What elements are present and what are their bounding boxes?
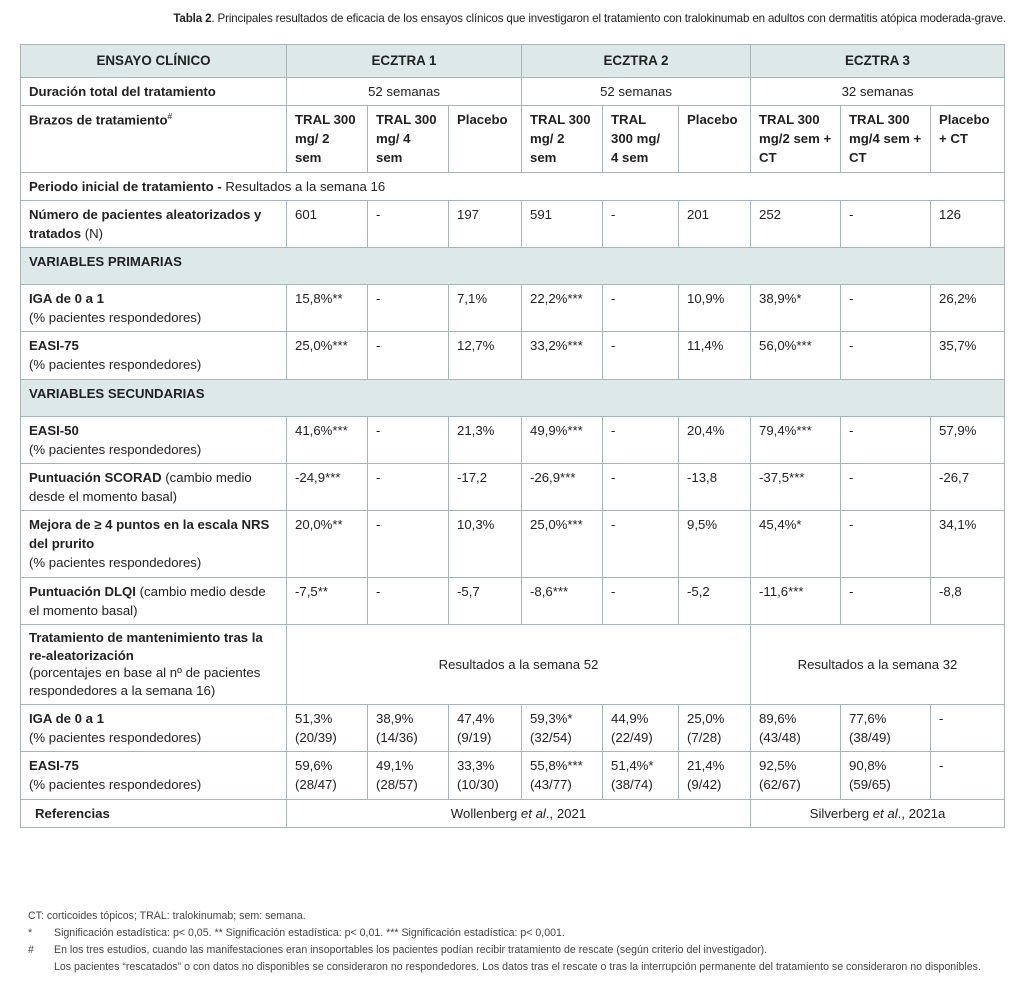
value-cell: 35,7% xyxy=(931,332,1005,379)
value-cell: 25,0% (7/28) xyxy=(679,705,751,752)
reference-silverberg: Silverberg et al., 2021a xyxy=(751,799,1005,827)
value-cell: 45,4%* xyxy=(751,511,841,577)
value-cell: 591 xyxy=(522,200,603,247)
value-cell: 25,0%*** xyxy=(287,332,368,379)
value-cell: 92,5% (62/67) xyxy=(751,752,841,799)
header-ecztra-1: ECZTRA 1 xyxy=(287,45,522,78)
maintenance-week52: Resultados a la semana 52 xyxy=(287,624,751,704)
arm-cell: TRAL 300 mg/2 sem + CT xyxy=(751,106,841,172)
arm-cell: TRAL 300 mg/ 4 sem xyxy=(368,106,449,172)
value-cell: 10,3% xyxy=(449,511,522,577)
value-cell: - xyxy=(841,511,931,577)
value-cell: 59,6% (28/47) xyxy=(287,752,368,799)
value-cell: -24,9*** xyxy=(287,463,368,510)
reference-wollenberg: Wollenberg et al., 2021 xyxy=(287,799,751,827)
value-cell: 38,9% (14/36) xyxy=(368,705,449,752)
row-label: EASI-75 (% pacientes respondedores) xyxy=(21,752,287,799)
primary-section-row xyxy=(21,247,1005,284)
value-cell: 34,1% xyxy=(931,511,1005,577)
value-cell: - xyxy=(603,511,679,577)
footnote-rescue: # En los tres estudios, cuando las manifestaciones eran insoportables los pacientes podían recibir tratamiento de rescate (según criterio del investigador). xyxy=(28,944,768,957)
arm-cell: Placebo + CT xyxy=(931,106,1005,172)
value-cell: -8,6*** xyxy=(522,577,603,624)
arm-cell: TRAL 300 mg/ 2 sem xyxy=(287,106,368,172)
value-cell: 21,4% (9/42) xyxy=(679,752,751,799)
value-cell: - xyxy=(841,577,931,624)
footnote-abbreviations: CT: corticoides tópicos; TRAL: tralokinumab; sem: semana. xyxy=(28,910,306,922)
value-cell: 7,1% xyxy=(449,284,522,331)
value-cell: 20,4% xyxy=(679,416,751,463)
value-cell: 126 xyxy=(931,200,1005,247)
references-label: Referencias xyxy=(21,799,287,827)
row-label: EASI-50 (% pacientes respondedores) xyxy=(21,416,287,463)
secondary-row-dlqi xyxy=(21,577,1005,624)
value-cell: 21,3% xyxy=(449,416,522,463)
value-cell: 47,4% (9/19) xyxy=(449,705,522,752)
value-cell: - xyxy=(603,200,679,247)
secondary-row-easi50 xyxy=(21,416,1005,463)
hash-mark: # xyxy=(167,111,173,122)
value-cell: 55,8%*** (43/77) xyxy=(522,752,603,799)
maintenance-week32: Resultados a la semana 32 xyxy=(751,624,1005,704)
arm-cell: TRAL 300 mg/ 2 sem xyxy=(522,106,603,172)
table-caption xyxy=(20,12,1006,26)
value-cell: - xyxy=(841,200,931,247)
value-cell: - xyxy=(603,577,679,624)
value-cell: 20,0%** xyxy=(287,511,368,577)
row-label: Puntuación DLQI (cambio medio desde el momento basal) xyxy=(21,577,287,624)
value-cell: 49,9%*** xyxy=(522,416,603,463)
value-cell: 51,4%* (38/74) xyxy=(603,752,679,799)
value-cell: -13,8 xyxy=(679,463,751,510)
arms-row xyxy=(21,106,1005,172)
duration-ecztra-1: 52 semanas xyxy=(287,78,522,106)
value-cell: 51,3% (20/39) xyxy=(287,705,368,752)
value-cell: - xyxy=(931,705,1005,752)
secondary-section-row xyxy=(21,379,1005,416)
header-ecztra-2: ECZTRA 2 xyxy=(522,45,751,78)
efficacy-table xyxy=(20,44,1005,828)
value-cell: 15,8%** xyxy=(287,284,368,331)
value-cell: -26,9*** xyxy=(522,463,603,510)
initial-period-row xyxy=(21,172,1005,200)
value-cell: -26,7 xyxy=(931,463,1005,510)
row-label: Brazos de tratamiento# xyxy=(21,106,287,172)
row-label: Puntuación SCORAD (cambio medio desde el momento basal) xyxy=(21,463,287,510)
value-cell: - xyxy=(368,332,449,379)
value-cell: 10,9% xyxy=(679,284,751,331)
row-label: IGA de 0 a 1 (% pacientes respondedores) xyxy=(21,705,287,752)
value-cell: 12,7% xyxy=(449,332,522,379)
value-cell: 601 xyxy=(287,200,368,247)
value-cell: - xyxy=(603,416,679,463)
row-label: EASI-75 (% pacientes respondedores) xyxy=(21,332,287,379)
value-cell: 25,0%*** xyxy=(522,511,603,577)
caption-text: . Principales resultados de eficacia de los ensayos clínicos que investigaron el tratamiento con tralokinumab en adultos con dermatitis atópica moderada-grave. xyxy=(211,12,1006,25)
maintenance-row xyxy=(21,624,1005,704)
arm-cell: TRAL 300 mg/ 4 sem xyxy=(603,106,679,172)
value-cell: -37,5*** xyxy=(751,463,841,510)
value-cell: - xyxy=(603,332,679,379)
secondary-row-scorad xyxy=(21,463,1005,510)
value-cell: 38,9%* xyxy=(751,284,841,331)
row-label: Mejora de ≥ 4 puntos en la escala NRS del prurito (% pacientes respondedores) xyxy=(21,511,287,577)
value-cell: 79,4%*** xyxy=(751,416,841,463)
row-label: IGA de 0 a 1 (% pacientes respondedores) xyxy=(21,284,287,331)
duration-ecztra-2: 52 semanas xyxy=(522,78,751,106)
maintenance-row-easi75 xyxy=(21,752,1005,799)
primary-row-iga xyxy=(21,284,1005,331)
value-cell: -11,6*** xyxy=(751,577,841,624)
arm-cell: Placebo xyxy=(679,106,751,172)
value-cell: - xyxy=(931,752,1005,799)
value-cell: 57,9% xyxy=(931,416,1005,463)
value-cell: - xyxy=(603,463,679,510)
value-cell: 49,1% (28/57) xyxy=(368,752,449,799)
value-cell: 77,6% (38/49) xyxy=(841,705,931,752)
header-row xyxy=(21,45,1005,78)
value-cell: -17,2 xyxy=(449,463,522,510)
value-cell: 22,2%*** xyxy=(522,284,603,331)
value-cell: 26,2% xyxy=(931,284,1005,331)
value-cell: 41,6%*** xyxy=(287,416,368,463)
header-ecztra-3: ECZTRA 3 xyxy=(751,45,1005,78)
value-cell: - xyxy=(841,332,931,379)
arm-cell: Placebo xyxy=(449,106,522,172)
value-cell: - xyxy=(368,511,449,577)
value-cell: -7,5** xyxy=(287,577,368,624)
duration-ecztra-3: 32 semanas xyxy=(751,78,1005,106)
value-cell: 197 xyxy=(449,200,522,247)
value-cell: -5,7 xyxy=(449,577,522,624)
value-cell: - xyxy=(603,284,679,331)
header-trial-label: ENSAYO CLÍNICO xyxy=(21,45,287,78)
value-cell: - xyxy=(368,463,449,510)
row-label: Tratamiento de mantenimiento tras la re-aleatorización (porcentajes en base al nº de pacientes respondedores a la semana 16) xyxy=(21,624,287,704)
caption-label: Tabla 2 xyxy=(173,12,212,25)
value-cell: -8,8 xyxy=(931,577,1005,624)
value-cell: 59,3%* (32/54) xyxy=(522,705,603,752)
section-title-primary: VARIABLES PRIMARIAS xyxy=(21,247,1005,284)
value-cell: 90,8% (59/65) xyxy=(841,752,931,799)
footnote-rescued-patients: Los pacientes “rescatados” o con datos no disponibles se consideraron no respondedores. Los datos tras el rescate o tras la interrupción permanente del tratamiento se consideraron no disponibles. xyxy=(54,961,981,974)
footnote-significance: * Significación estadística: p< 0,05. ** Significación estadística: p< 0,01. *** Significación estadística: p< 0,001. xyxy=(28,927,565,940)
section-title-secondary: VARIABLES SECUNDARIAS xyxy=(21,379,1005,416)
table-footnotes xyxy=(28,908,1002,977)
row-label: Duración total del tratamiento xyxy=(21,78,287,106)
references-row xyxy=(21,799,1005,827)
duration-row xyxy=(21,78,1005,106)
initial-period-label: Periodo inicial de tratamiento - Resultados a la semana 16 xyxy=(21,172,1005,200)
value-cell: - xyxy=(368,284,449,331)
value-cell: 252 xyxy=(751,200,841,247)
value-cell: - xyxy=(368,200,449,247)
value-cell: 56,0%*** xyxy=(751,332,841,379)
value-cell: 44,9% (22/49) xyxy=(603,705,679,752)
value-cell: 201 xyxy=(679,200,751,247)
value-cell: -5,2 xyxy=(679,577,751,624)
row-label: Número de pacientes aleatorizados y tratados (N) xyxy=(21,200,287,247)
value-cell: - xyxy=(841,284,931,331)
value-cell: - xyxy=(368,577,449,624)
patients-row xyxy=(21,200,1005,247)
value-cell: 33,2%*** xyxy=(522,332,603,379)
value-cell: 9,5% xyxy=(679,511,751,577)
value-cell: - xyxy=(841,463,931,510)
maintenance-row-iga xyxy=(21,705,1005,752)
value-cell: 33,3% (10/30) xyxy=(449,752,522,799)
value-cell: - xyxy=(841,416,931,463)
arm-cell: TRAL 300 mg/4 sem + CT xyxy=(841,106,931,172)
value-cell: - xyxy=(368,416,449,463)
primary-row-easi75 xyxy=(21,332,1005,379)
value-cell: 89,6% (43/48) xyxy=(751,705,841,752)
secondary-row-nrs xyxy=(21,511,1005,577)
value-cell: 11,4% xyxy=(679,332,751,379)
